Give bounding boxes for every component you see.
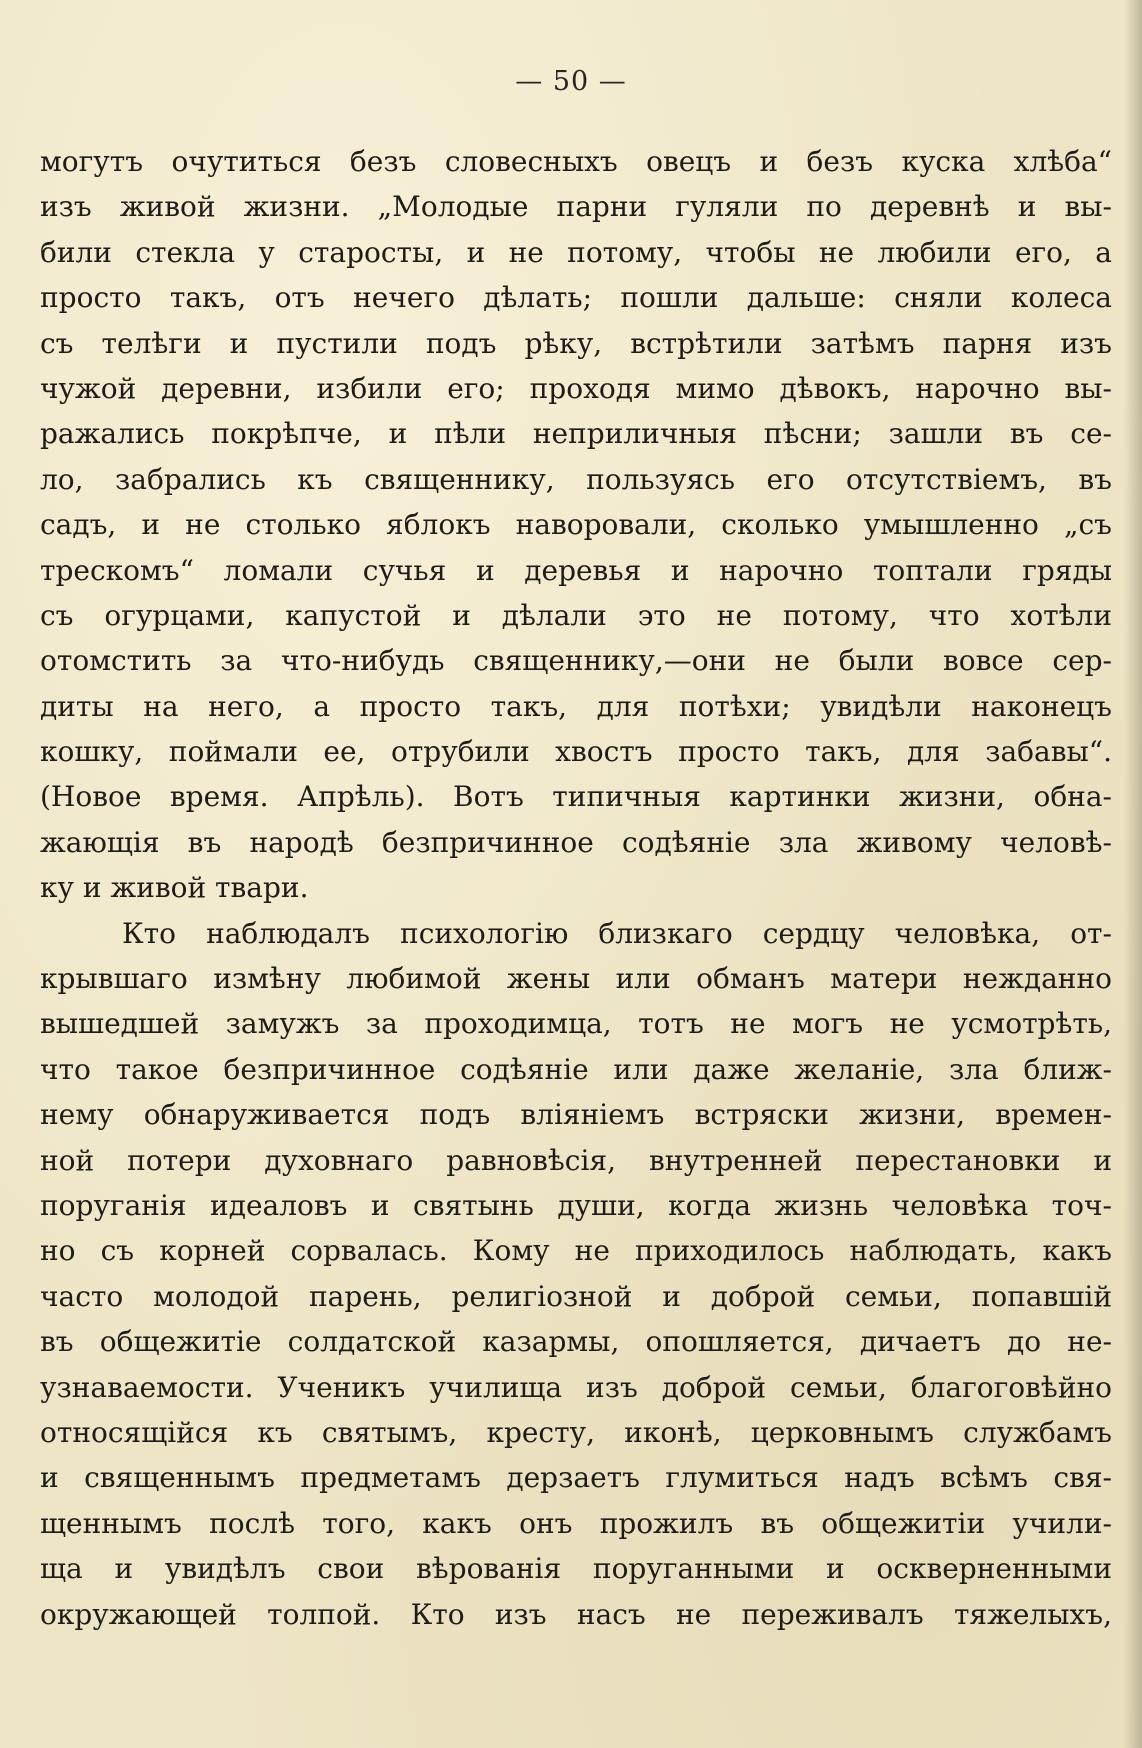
text-line: ло, забрались къ священнику, пользуясь его отсутствіемъ, въ [40, 462, 1112, 496]
text-line: били стекла у старосты, и не потому, чтобы не любили его, а [40, 235, 1112, 269]
text-line: Кто наблюдалъ психологію близкаго сердцу человѣка, от- [122, 916, 1112, 950]
text-line: ражались покрѣпче, и пѣли неприличныя пѣсни; зашли въ се- [40, 417, 1112, 451]
paragraph-2 [40, 911, 1112, 1637]
text-line: относящійся къ святымъ, кресту, иконѣ, церковнымъ службамъ [40, 1415, 1112, 1449]
text-line: могутъ очутиться безъ словесныхъ овецъ и безъ куска хлѣба“ [40, 145, 1112, 178]
text-line: чужой деревни, избили его; проходя мимо дѣвокъ, нарочно вы- [40, 371, 1112, 405]
text-line: ной потери духовнаго равновѣсія, внутренней перестановки и [40, 1143, 1112, 1177]
text-line: диты на него, а просто такъ, для потѣхи; увидѣли наконецъ [40, 689, 1112, 723]
text-line: но съ корней сорвалась. Кому не приходилось наблюдать, какъ [40, 1234, 1112, 1268]
text-line: изъ живой жизни. „Молодые парни гуляли по деревнѣ и вы- [40, 190, 1112, 224]
text-line: крывшаго измѣну любимой жены или обманъ матери нежданно [40, 962, 1112, 996]
text-line: трескомъ“ ломали сучья и деревья и нарочно топтали гряды [40, 553, 1112, 587]
text-line: въ общежитіе солдатской казармы, опошляется, дичаетъ до не- [40, 1325, 1112, 1359]
text-line: поруганія идеаловъ и святынь души, когда жизнь человѣка точ- [40, 1188, 1112, 1222]
text-line: щеннымъ послѣ того, какъ онъ прожилъ въ общежитіи учили- [40, 1506, 1112, 1540]
text-line: что такое безпричинное содѣяніе или даже желаніе, зла ближ- [40, 1052, 1112, 1086]
text-line: узнаваемости. Ученикъ училища изъ доброй семьи, благоговѣйно [40, 1370, 1112, 1404]
text-line: ща и увидѣлъ свои вѣрованія поруганными и оскверненными [40, 1552, 1112, 1586]
text-line: часто молодой парень, религіозной и доброй семьи, попавшій [40, 1279, 1112, 1313]
spine-shadow [1124, 0, 1142, 1748]
paragraph-1 [40, 139, 1112, 911]
text-line: (Новое время. Апрѣль). Вотъ типичныя картинки жизни, обна- [40, 780, 1112, 814]
text-line: нему обнаруживается подъ вліяніемъ встряски жизни, времен- [40, 1098, 1112, 1132]
text-line: просто такъ, отъ нечего дѣлать; пошли дальше: сняли колеса [40, 281, 1112, 315]
text-line: кошку, поймали ее, отрубили хвостъ просто такъ, для забавы“. [40, 735, 1112, 769]
text-line: ку и живой твари. [40, 871, 309, 905]
text-line: съ телѣги и пустили подъ рѣку, встрѣтили затѣмъ парня изъ [40, 326, 1112, 360]
body-text [40, 139, 1112, 1637]
page-number: — 50 — [515, 66, 627, 97]
text-line: вышедшей замужъ за проходимца, тотъ не могъ не усмотрѣть, [40, 1007, 1112, 1041]
text-line: окружающей толпой. Кто изъ насъ не переживалъ тяжелыхъ, [40, 1597, 1112, 1631]
text-line: съ огурцами, капустой и дѣлали это не потому, что хотѣли [40, 598, 1112, 632]
text-line: отомстить за что-нибудь священнику,—они не были вовсе сер- [40, 644, 1112, 678]
text-line: жающія въ народѣ безпричинное содѣяніе зла живому человѣ- [40, 825, 1112, 859]
text-line: садъ, и не столько яблокъ наворовали, сколько умышленно „съ [40, 508, 1112, 542]
text-line: и священнымъ предметамъ дерзаетъ глумиться надъ всѣмъ свя- [40, 1461, 1112, 1495]
